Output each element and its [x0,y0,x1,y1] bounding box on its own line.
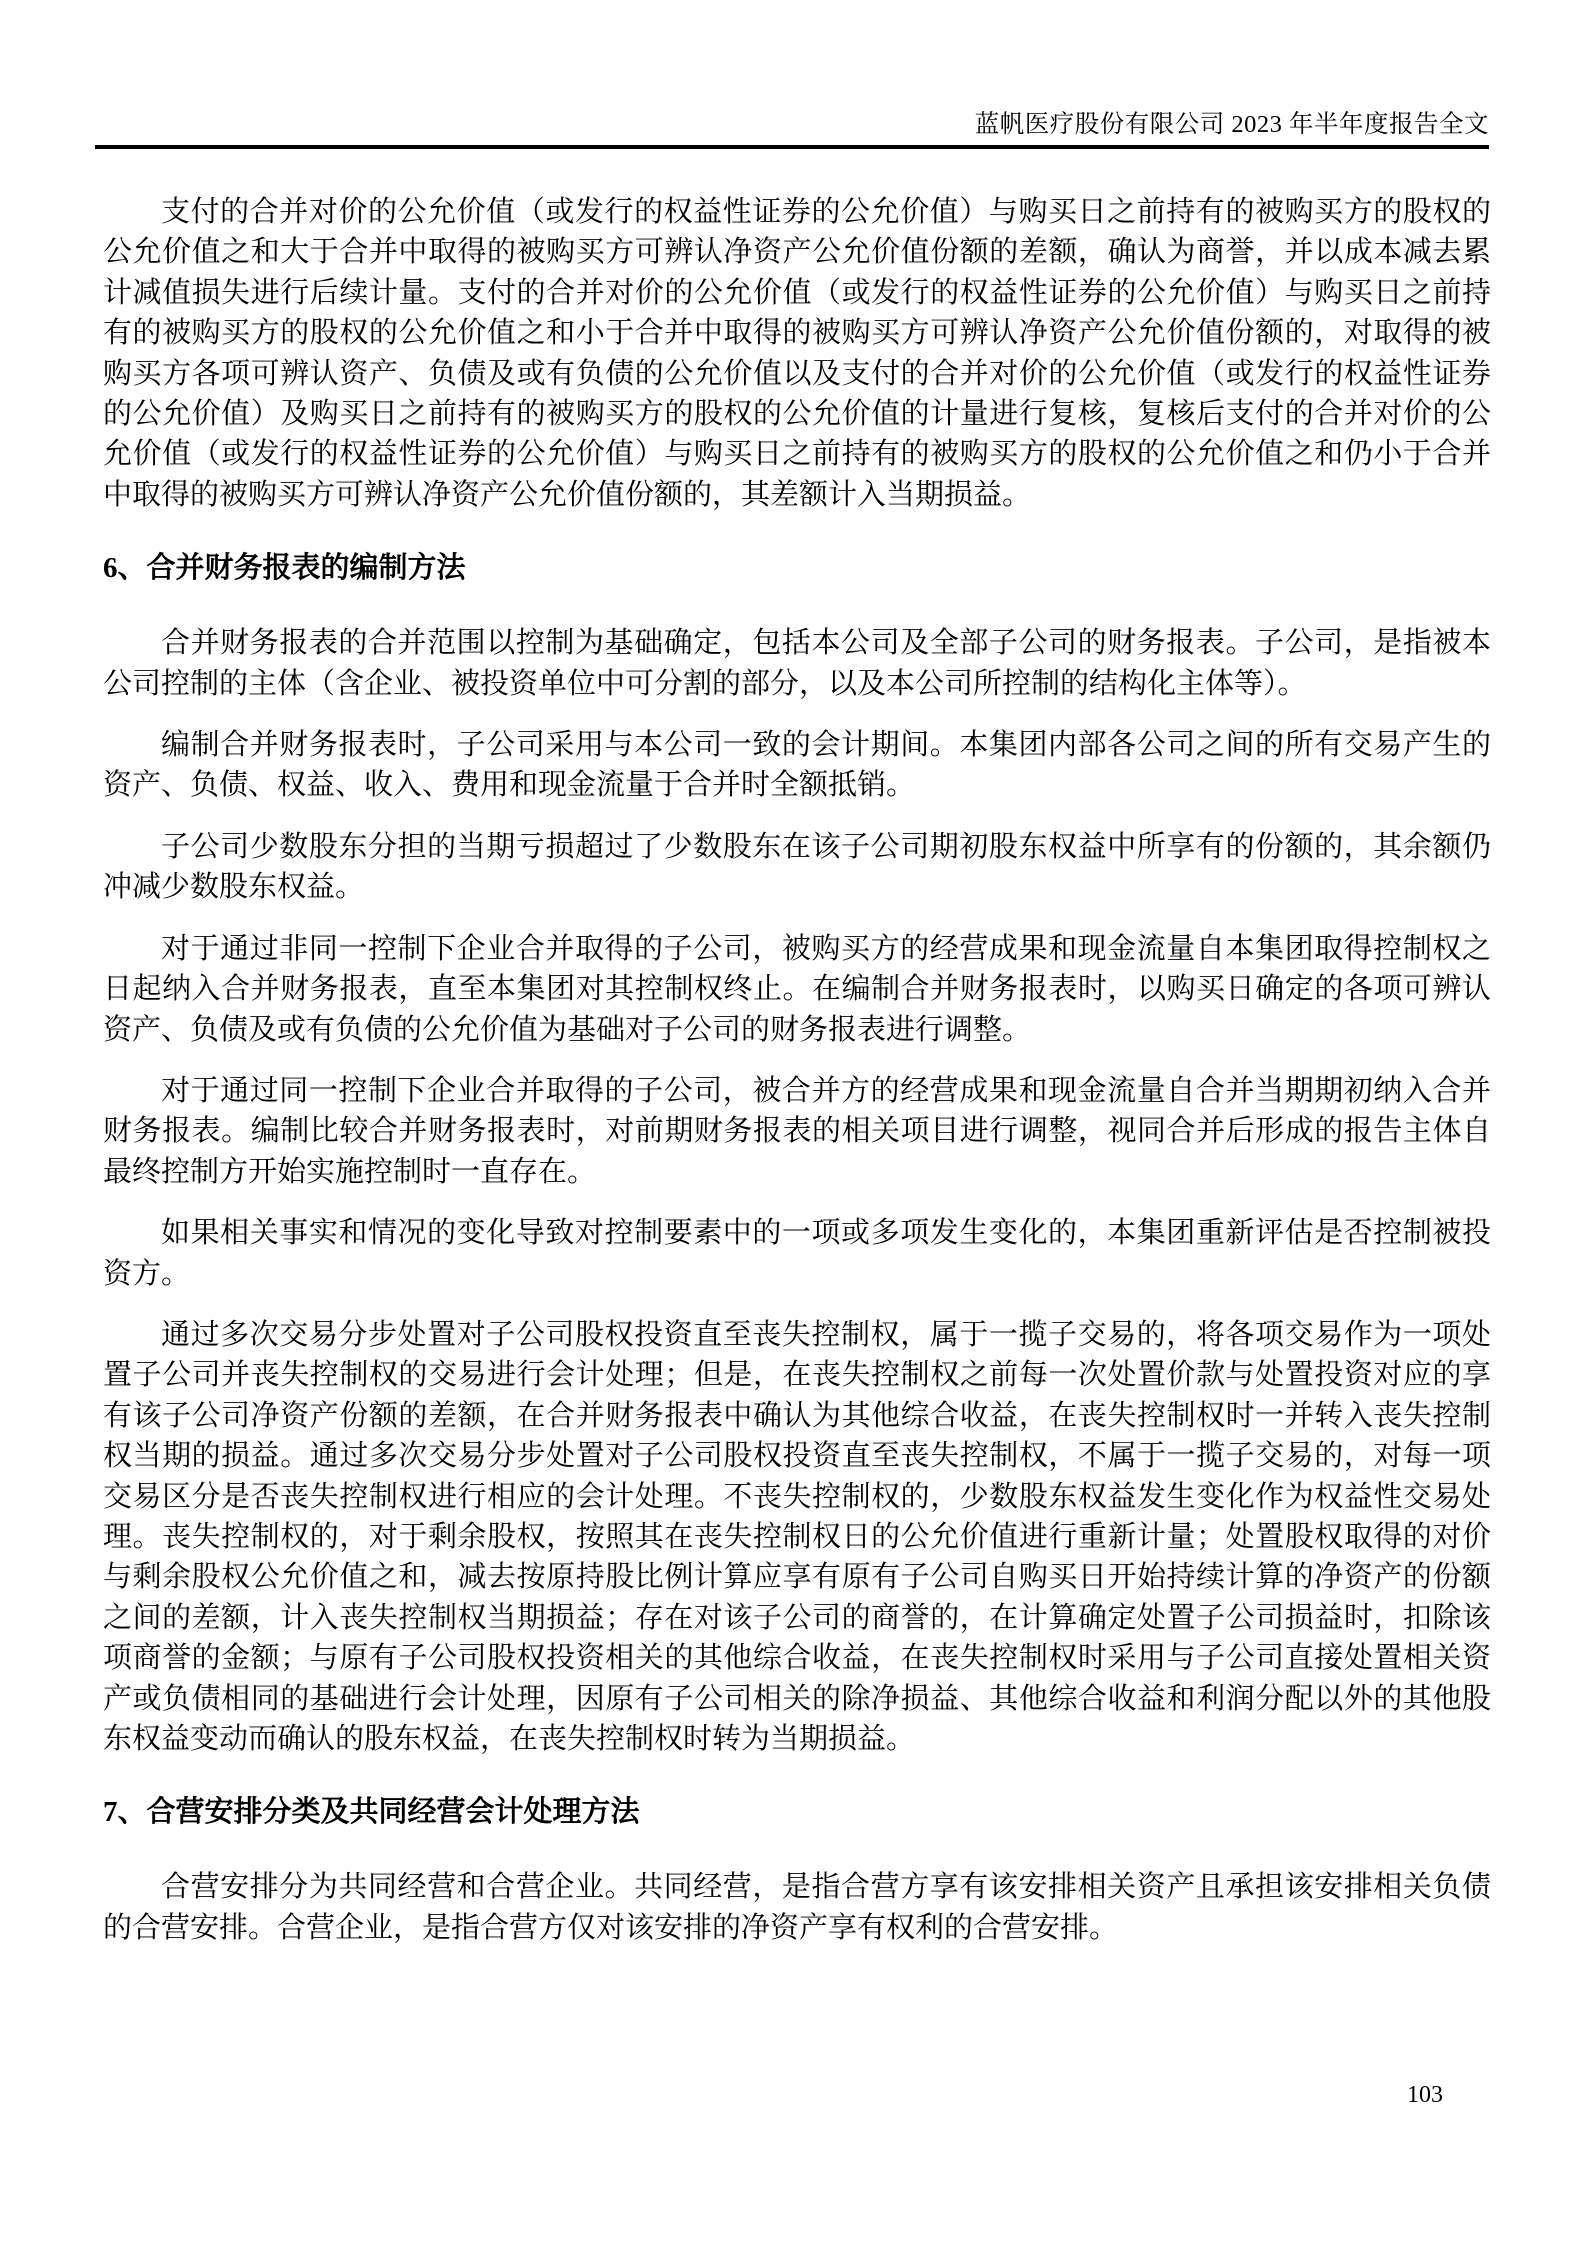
body-paragraph: 通过多次交易分步处置对子公司股权投资直至丧失控制权，属于一揽子交易的，将各项交易作为一项处置子公司并丧失控制权的交易进行会计处理；但是，在丧失控制权之前每一次处置价款与处置投资对应的享有该子公司净资产份额的差额，在合并财务报表中确认为其他综合收益，在丧失控制权时一并转入丧失控制权当期的损益。通过多次交易分步处置对子公司股权投资直至丧失控制权，不属于一揽子交易的，对每一项交易区分是否丧失控制权进行相应的会计处理。不丧失控制权的，少数股东权益发生变化作为权益性交易处理。丧失控制权的，对于剩余股权，按照其在丧失控制权日的公允价值进行重新计量；处置股权取得的对价与剩余股权公允价值之和，减去按原持股比例计算应享有原有子公司自购买日开始持续计算的净资产的份额之间的差额，计入丧失控制权当期损益；存在对该子公司的商誉的，在计算确定处置子公司损益时，扣除该项商誉的金额；与原有子公司股权投资相关的其他综合收益，在丧失控制权时采用与子公司直接处置相关资产或负债相同的基础进行会计处理，因原有子公司相关的除净损益、其他综合收益和利润分配以外的其他股东权益变动而确认的股东权益，在丧失控制权时转为当期损益。 [103,1318,1491,1755]
body-paragraph: 对于通过非同一控制下企业合并取得的子公司，被购买方的经营成果和现金流量自本集团取得控制权之日起纳入合并财务报表，直至本集团对其控制权终止。在编制合并财务报表时，以购买日确定的各项可辨认资产、负债及或有负债的公允价值为基础对子公司的财务报表进行调整。 [103,932,1491,1046]
body-paragraph: 对于通过同一控制下企业合并取得的子公司，被合并方的经营成果和现金流量自合并当期期初纳入合并财务报表。编制比较合并财务报表时，对前期财务报表的相关项目进行调整，视同合并后形成的报告主体自最终控制方开始实施控制时一直存在。 [103,1074,1491,1188]
header-divider-rule [95,145,1489,149]
body-paragraph: 子公司少数股东分担的当期亏损超过了少数股东在该子公司期初股东权益中所享有的份额的，其余额仍冲减少数股东权益。 [103,830,1491,904]
page-number: 103 [1407,2082,1443,2108]
section-heading: 6、合并财务报表的编制方法 [103,552,466,585]
section-heading: 7、合营安排分类及共同经营会计处理方法 [103,1796,640,1829]
page-header-title: 蓝帆医疗股份有限公司 2023 年半年度报告全文 [974,111,1489,138]
body-paragraph: 支付的合并对价的公允价值（或发行的权益性证券的公允价值）与购买日之前持有的被购买方的股权的公允价值之和大于合并中取得的被购买方可辨认净资产公允价值份额的差额，确认为商誉，并以成本减去累计减值损失进行后续计量。支付的合并对价的公允价值（或发行的权益性证券的公允价值）与购买日之前持有的被购买方的股权的公允价值之和小于合并中取得的被购买方可辨认净资产公允价值份额的，对取得的被购买方各项可辨认资产、负债及或有负债的公允价值以及支付的合并对价的公允价值（或发行的权益性证券的公允价值）及购买日之前持有的被购买方的股权的公允价值的计量进行复核，复核后支付的合并对价的公允价值（或发行的权益性证券的公允价值）与购买日之前持有的被购买方的股权的公允价值之和仍小于合并中取得的被购买方可辨认净资产公允价值份额的，其差额计入当期损益。 [103,196,1491,511]
document-body [103,192,1491,1969]
body-paragraph: 合并财务报表的合并范围以控制为基础确定，包括本公司及全部子公司的财务报表。子公司，是指被本公司控制的主体（含企业、被投资单位中可分割的部分，以及本公司所控制的结构化主体等）。 [103,627,1491,700]
body-paragraph: 如果相关事实和情况的变化导致对控制要素中的一项或多项发生变化的，本集团重新评估是否控制被投资方。 [103,1217,1491,1290]
body-paragraph: 编制合并财务报表时，子公司采用与本公司一致的会计期间。本集团内部各公司之间的所有交易产生的资产、负债、权益、收入、费用和现金流量于合并时全额抵销。 [103,729,1491,802]
body-paragraph: 合营安排分为共同经营和合营企业。共同经营，是指合营方享有该安排相关资产且承担该安排相关负债的合营安排。合营企业，是指合营方仅对该安排的净资产享有权利的合营安排。 [103,1871,1491,1944]
